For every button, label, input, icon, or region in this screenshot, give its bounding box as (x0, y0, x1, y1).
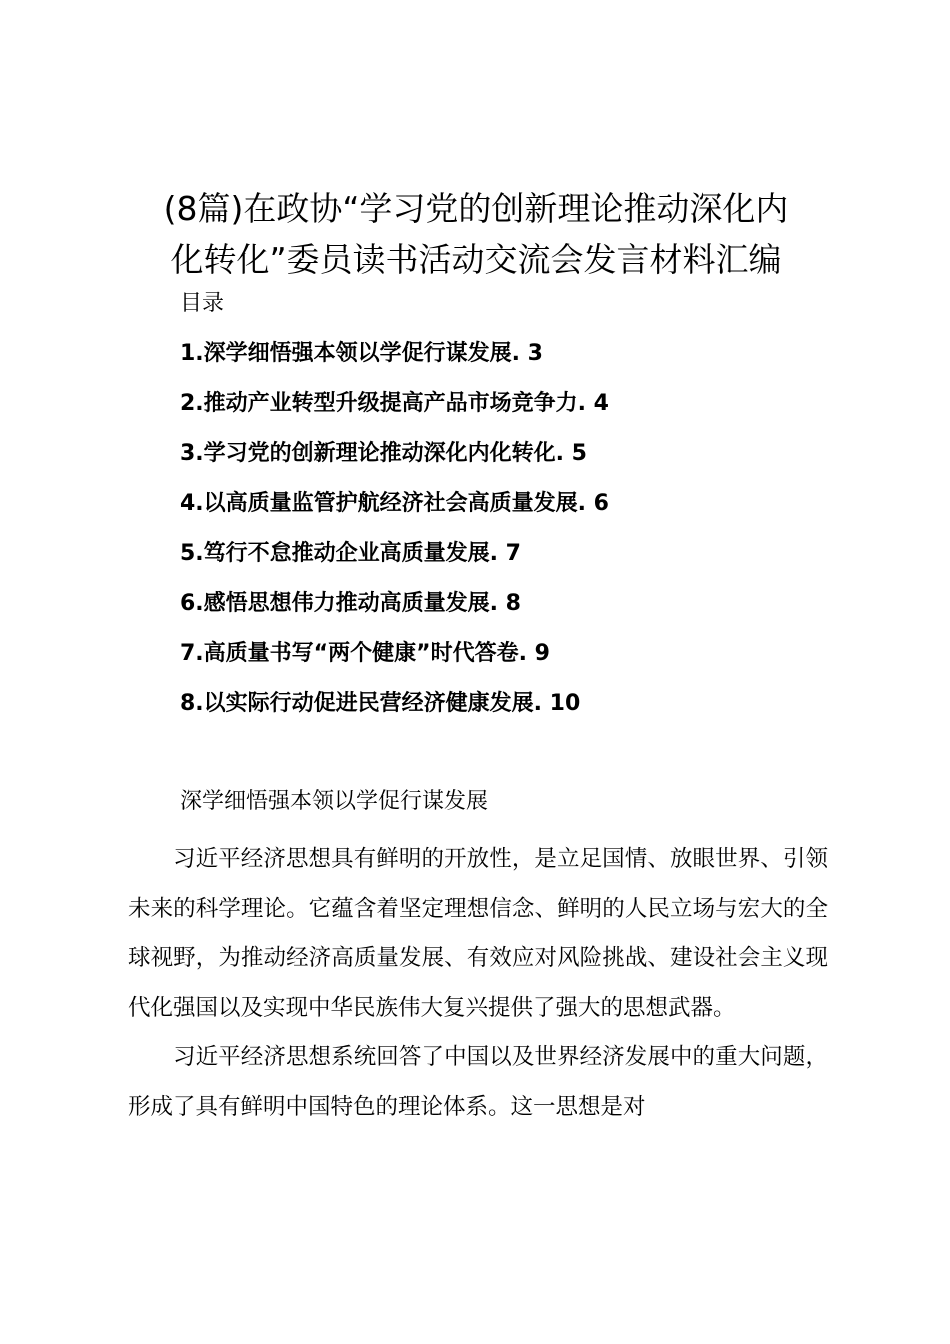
toc-item[interactable]: 8.以实际行动促进民营经济健康发展. 10 (180, 691, 581, 716)
toc-item[interactable]: 3.学习党的创新理论推动深化内化转化. 5 (180, 441, 587, 466)
document-title-line-2: 化转化”委员读书活动交流会发言材料汇编 (170, 240, 782, 279)
section-title: 深学细悟强本领以学促行谋发展 (180, 789, 489, 814)
document-title (120, 183, 832, 285)
document-title-line-1: (8篇)在政协“学习党的创新理论推动深化内 (163, 189, 789, 228)
toc-item[interactable]: 4.以高质量监管护航经济社会高质量发展. 6 (180, 491, 609, 516)
toc-item[interactable]: 1.深学细悟强本领以学促行谋发展. 3 (180, 341, 543, 366)
table-of-contents (180, 339, 609, 739)
toc-item[interactable]: 6.感悟思想伟力推动高质量发展. 8 (180, 591, 521, 616)
body-paragraph: 习近平经济思想具有鲜明的开放性，是立足国情、放眼世界、引领未来的科学理论。它蕴含着坚定理想信念、鲜明的人民立场与宏大的全球视野，为推动经济高质量发展、有效应对风险挑战、建设社会主义现代化强国以及实现中华民族伟大复兴提供了强大的思想武器。 (128, 846, 828, 1021)
toc-item[interactable]: 5.笃行不怠推动企业高质量发展. 7 (180, 541, 521, 566)
body-text (128, 835, 828, 1132)
body-paragraph: 习近平经济思想系统回答了中国以及世界经济发展中的重大问题，形成了具有鲜明中国特色的理论体系。这一思想是对 (128, 1044, 828, 1120)
toc-item[interactable]: 7.高质量书写“两个健康”时代答卷. 9 (180, 641, 550, 666)
toc-item[interactable]: 2.推动产业转型升级提高产品市场竞争力. 4 (180, 391, 609, 416)
toc-heading: 目录 (180, 291, 225, 316)
